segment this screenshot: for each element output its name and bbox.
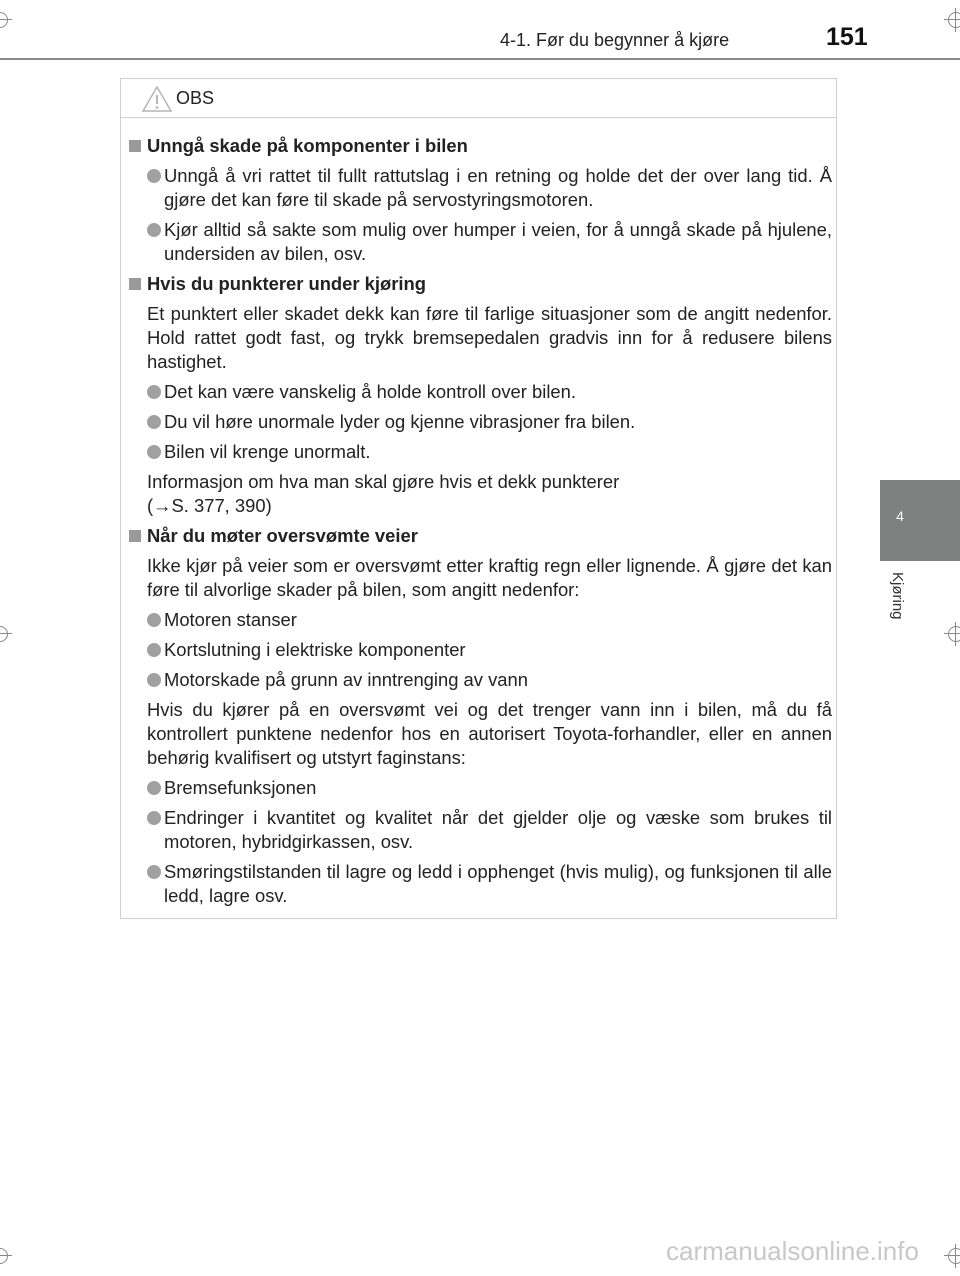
crop-mark-bottom-left (0, 1244, 12, 1268)
circle-bullet-icon (147, 811, 161, 825)
caution-title: OBS (176, 88, 215, 108)
list-item: Unngå å vri rattet til fullt rattutslag i en retning og holde det der over lang tid. Å gjøre det kan føre til skade på servostyringsmotoren. (127, 164, 832, 212)
list-item: Bremsefunksjonen (127, 776, 832, 800)
chapter-label: Kjøring (889, 572, 906, 620)
circle-bullet-icon (147, 865, 161, 879)
chapter-number: 4 (896, 508, 904, 524)
caution-section (127, 524, 832, 908)
square-bullet-icon (129, 278, 141, 290)
square-bullet-icon (129, 140, 141, 152)
circle-bullet-icon (147, 613, 161, 627)
list-item: Motorskade på grunn av inntrenging av vann (127, 668, 832, 692)
list-item: Motoren stanser (127, 608, 832, 632)
section-title: 4-1. Før du begynner å kjøre (500, 30, 730, 50)
list-item: Du vil høre unormale lyder og kjenne vibrasjoner fra bilen. (127, 410, 832, 434)
watermark[interactable]: carmanualsonline.info (666, 1236, 919, 1266)
paragraph: Hvis du kjører på en oversvømt vei og det trenger vann inn i bilen, må du få kontrollert punktene nedenfor hos en autorisert Toyota-forhandler, eller en annen behørig kvalifisert og utstyrt faginstans: (147, 699, 832, 768)
circle-bullet-icon (147, 673, 161, 687)
caution-header (121, 79, 836, 118)
section-heading: Unngå skade på komponenter i bilen (127, 134, 832, 158)
chapter-tab (880, 480, 960, 561)
list-item: Kortslutning i elektriske komponenter (127, 638, 832, 662)
crop-mark-mid-left (0, 622, 12, 646)
section-heading: Når du møter oversvømte veier (127, 524, 832, 548)
page-number: 151 (826, 23, 868, 51)
crop-mark-bottom-right (944, 1244, 960, 1268)
crop-mark-mid-right (944, 622, 960, 646)
paragraph: Informasjon om hva man skal gjøre hvis et dekk punkterer (147, 471, 620, 492)
section-heading: Hvis du punkterer under kjøring (127, 272, 832, 296)
paragraph: Ikke kjør på veier som er oversvømt etter kraftig regn eller lignende. Å gjøre det kan føre til alvorlige skader på bilen, som angitt nedenfor: (147, 555, 832, 600)
caution-section (127, 272, 832, 518)
page-reference: (→S. 377, 390) (147, 495, 272, 516)
crop-mark-top-left (0, 8, 12, 32)
circle-bullet-icon (147, 643, 161, 657)
caution-content (127, 134, 832, 914)
list-item: Bilen vil krenge unormalt. (127, 440, 832, 464)
header-divider (0, 58, 960, 60)
list-item: Kjør alltid så sakte som mulig over humper i veien, for å unngå skade på hjulene, undersiden av bilen, osv. (127, 218, 832, 266)
list-item: Endringer i kvantitet og kvalitet når det gjelder olje og væske som brukes til motoren, hybridgirkassen, osv. (127, 806, 832, 854)
circle-bullet-icon (147, 781, 161, 795)
chapter-label-container (884, 572, 914, 642)
warning-triangle-icon (141, 85, 173, 113)
circle-bullet-icon (147, 169, 161, 183)
circle-bullet-icon (147, 415, 161, 429)
list-item: Smøringstilstanden til lagre og ledd i opphenget (hvis mulig), og funksjonen til alle ledd, lagre osv. (127, 860, 832, 908)
list-item: Det kan være vanskelig å holde kontroll over bilen. (127, 380, 832, 404)
circle-bullet-icon (147, 385, 161, 399)
circle-bullet-icon (147, 445, 161, 459)
caution-section (127, 134, 832, 266)
square-bullet-icon (129, 530, 141, 542)
crop-mark-top-right (944, 8, 960, 32)
circle-bullet-icon (147, 223, 161, 237)
paragraph: Et punktert eller skadet dekk kan føre til farlige situasjoner som de angitt nedenfor. Hold rattet godt fast, og trykk bremsepedalen gradvis inn for å redusere bilens hastighet. (147, 303, 832, 372)
caution-box (120, 78, 837, 919)
